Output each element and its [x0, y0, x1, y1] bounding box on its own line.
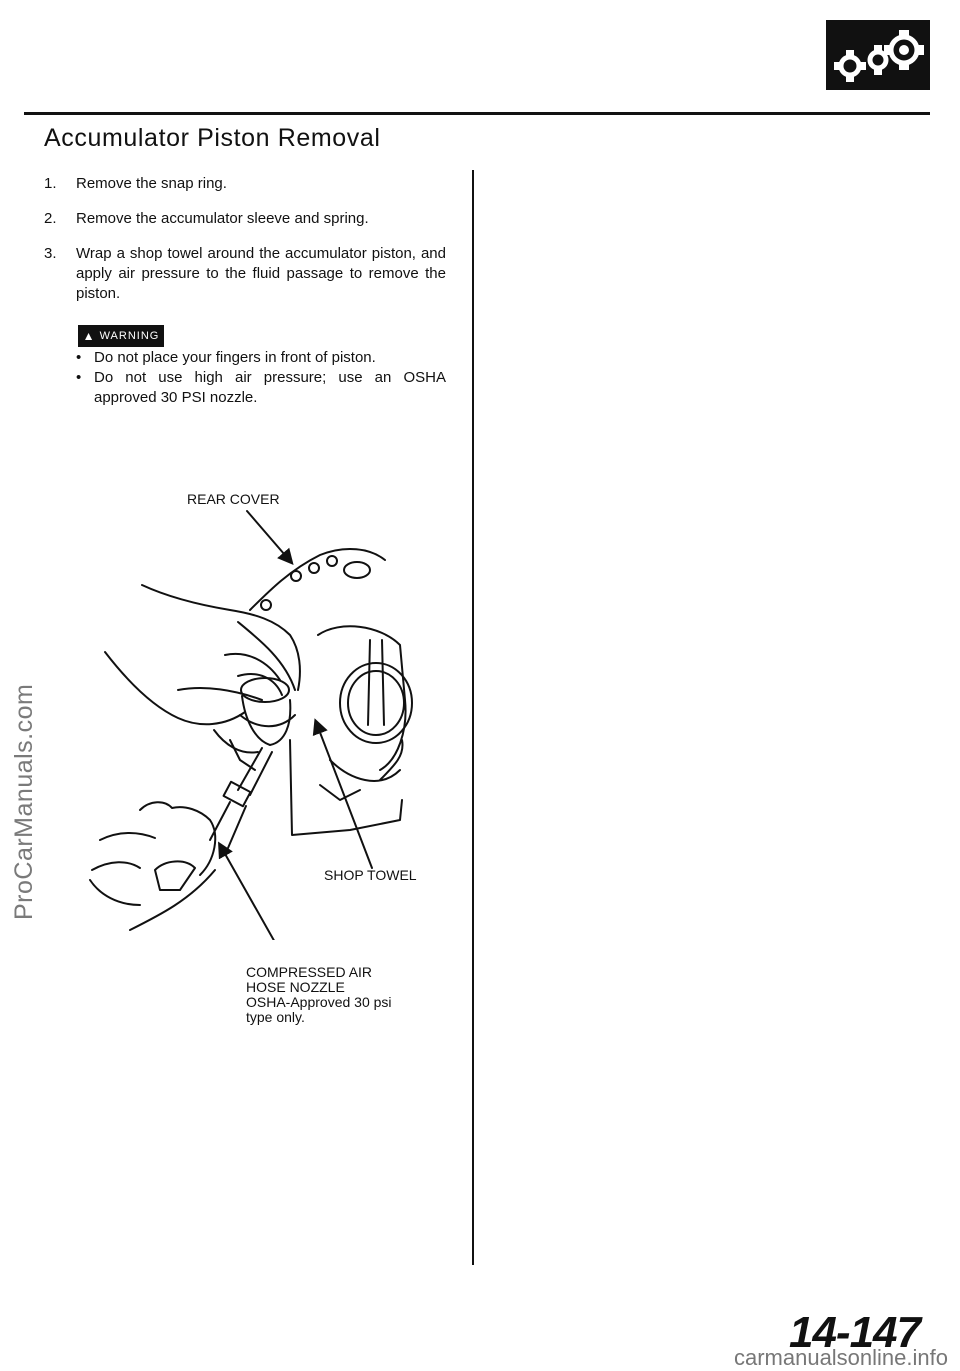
label-nozzle-line4: type only. [246, 1009, 305, 1025]
warning-item [76, 368, 446, 408]
warning-list [76, 348, 446, 408]
step-number: 1. [44, 175, 57, 192]
label-nozzle-line2: HOSE NOZZLE [246, 979, 345, 995]
warning-triangle-icon: ▲ [82, 329, 96, 343]
watermark: ProCarManuals.com [10, 683, 38, 920]
warning-badge-label: WARNING [99, 330, 160, 342]
bullet-icon: • [76, 369, 82, 386]
step-text: Remove the snap ring. [76, 175, 227, 192]
step-text: Wrap a shop towel around the accumulator piston, and apply air pressure to the fluid passage to remove the piston. [76, 245, 446, 302]
procedure-steps [44, 174, 446, 319]
warning-badge [78, 325, 164, 347]
procedure-step [44, 174, 446, 194]
header-rule [24, 112, 930, 115]
step-text: Remove the accumulator sleeve and spring. [76, 210, 369, 227]
page-number: 14-147 [788, 1308, 920, 1357]
label-nozzle-line1: COMPRESSED AIR [246, 964, 373, 980]
warning-text: Do not place your fingers in front of piston. [94, 349, 376, 366]
procedure-step [44, 244, 446, 304]
column-divider [472, 170, 474, 1265]
footer-url: carmanualsonline.info [733, 1345, 948, 1370]
warning-text: Do not use high air pressure; use an OSHA approved 30 PSI nozzle. [94, 369, 446, 406]
label-shop-towel: SHOP TOWEL [324, 867, 417, 883]
piston-removal-illustration [80, 500, 420, 940]
procedure-step [44, 209, 446, 229]
warning-item [76, 348, 446, 368]
step-number: 2. [44, 210, 57, 227]
gear-logo-icon [826, 20, 930, 90]
label-rear-cover: REAR COVER [187, 491, 280, 507]
bullet-icon: • [76, 349, 82, 366]
label-nozzle-line3: OSHA-Approved 30 psi [246, 994, 392, 1010]
step-number: 3. [44, 245, 57, 262]
section-title: Accumulator Piston Removal [44, 124, 381, 152]
